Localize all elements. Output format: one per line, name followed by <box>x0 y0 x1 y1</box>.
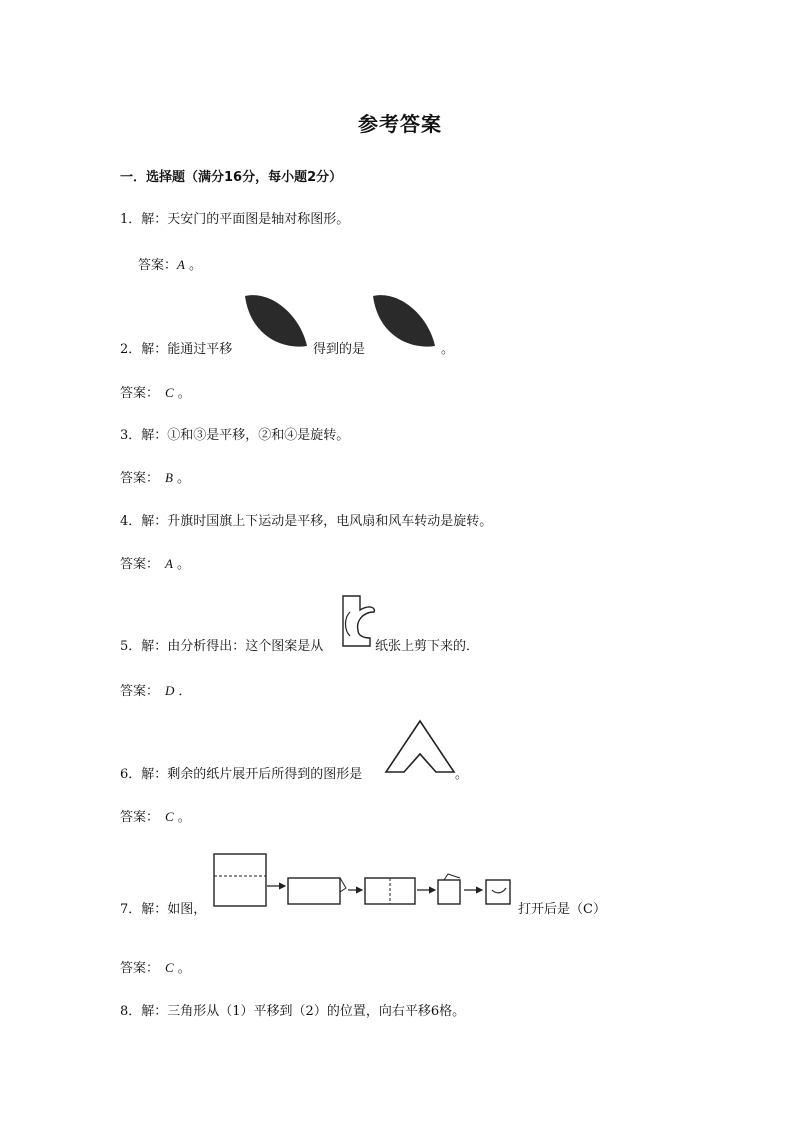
leaf-shape <box>373 295 435 347</box>
answer-letter: C <box>165 960 174 975</box>
answer-end: 。 <box>177 386 191 401</box>
q7-solution-part1: 7．解：如图， <box>120 902 207 917</box>
q7-solution-part2: 打开后是（C） <box>518 902 606 917</box>
leaf-figure-translated <box>370 292 438 350</box>
paper-outline <box>343 596 374 646</box>
q2-solution-part3: 。 <box>441 342 455 357</box>
q6-solution-part2: 。 <box>455 767 469 782</box>
answer-letter: C <box>165 809 174 824</box>
page-title: 参考答案 <box>358 112 442 136</box>
answer-label: 答案： <box>120 961 160 976</box>
answer-letter: C <box>165 385 174 400</box>
answer-end: 。 <box>188 258 202 273</box>
cut-paper-figure <box>340 592 376 652</box>
answer-end: 。 <box>177 961 191 976</box>
answer-letter: A <box>177 257 185 272</box>
answer-label: 答案： <box>120 810 160 825</box>
unfolded-shape <box>386 721 454 772</box>
triangle-cutout-figure <box>384 718 456 776</box>
fold-step-4 <box>438 880 460 904</box>
answer-label: 答案： <box>120 557 160 572</box>
answer-label: 答案： <box>120 684 160 699</box>
cut-curve <box>346 612 351 636</box>
q1-answer <box>138 254 202 273</box>
q6-answer <box>120 806 191 825</box>
q3-solution: 3．解：①和③是平移，②和④是旋转。 <box>120 428 350 443</box>
q6-solution-part1: 6．解：剩余的纸片展开后所得到的图形是 <box>120 767 363 782</box>
cut-mark <box>492 888 506 893</box>
q5-answer <box>120 680 191 699</box>
answer-label: 答案： <box>138 258 178 273</box>
q1-solution: 1．解：天安门的平面图是轴对称图形。 <box>120 212 350 227</box>
q5-solution-part1: 5．解：由分析得出：这个图案是从 <box>120 639 324 654</box>
fold-step-2 <box>288 878 340 904</box>
leaf-shape <box>245 295 307 347</box>
section-heading: 一．选择题（满分16分，每小题2分） <box>120 170 343 185</box>
leaf-figure-original <box>242 292 310 350</box>
q4-answer <box>120 553 190 572</box>
answer-letter: A <box>165 556 173 571</box>
answer-label: 答案： <box>120 471 160 486</box>
q2-solution-part1: 2．解：能通过平移 <box>120 342 233 357</box>
q2-answer <box>120 382 191 401</box>
fold-step-5 <box>486 880 510 904</box>
answer-end: 。 <box>177 810 191 825</box>
answer-end: 。 <box>176 471 190 486</box>
q4-solution: 4．解：升旗时国旗上下运动是平移，电风扇和风车转动是旋转。 <box>120 514 493 529</box>
q3-answer <box>120 467 190 486</box>
paper-folding-sequence <box>210 848 520 912</box>
q2-solution-part2: 得到的是 <box>313 342 366 357</box>
answer-letter: B <box>165 470 173 485</box>
answer-end: 。 <box>176 557 190 572</box>
q5-solution-part2: 纸张上剪下来的． <box>375 639 480 654</box>
q7-answer <box>120 957 191 976</box>
answer-letter: D <box>165 683 175 698</box>
answer-label: 答案： <box>120 386 160 401</box>
fold-step-1 <box>214 854 266 906</box>
q8-solution: 8．解：三角形从（1）平移到（2）的位置，向右平移6格。 <box>120 1004 466 1019</box>
answer-end: ． <box>178 684 192 699</box>
